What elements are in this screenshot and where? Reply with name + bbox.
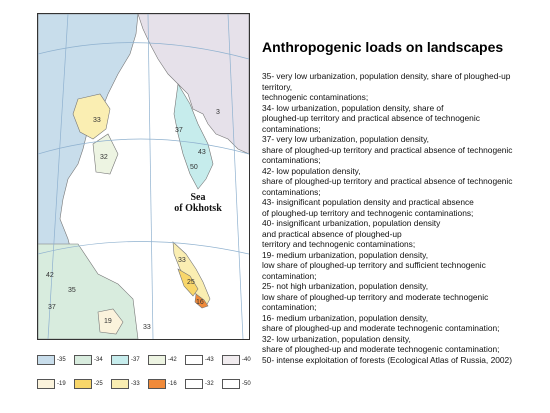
map-panel[interactable]: [37, 13, 250, 340]
map-number: 43: [198, 149, 206, 156]
legend-swatch: [185, 355, 203, 365]
description-line: technogenic contaminations;: [262, 92, 369, 102]
description-line: and practical absence of ploughed-up: [262, 228, 402, 239]
legend-row: [37, 377, 259, 391]
legend-row: [37, 353, 259, 367]
description-line: 16- medium urbanization, population density,: [262, 312, 429, 323]
page-title: Anthropogenic loads on landscapes: [262, 39, 504, 55]
map-number: 25: [187, 279, 195, 286]
legend-swatch: [74, 355, 92, 365]
legend-label: -32: [205, 381, 214, 387]
description-line: 32- low urbanization, population density,: [262, 333, 411, 344]
legend-description: [262, 71, 550, 365]
sea-label-line-1: Sea: [190, 192, 206, 203]
legend-swatch: [74, 379, 92, 389]
legend-swatch: [111, 379, 129, 389]
map-number: 37: [175, 127, 183, 134]
map-number: 32: [100, 154, 108, 161]
description-line: low share of ploughed-up territory and sufficient technogenic: [262, 260, 486, 270]
map-number: 50: [190, 164, 198, 171]
sea-label-line-2: of Okhotsk: [174, 203, 222, 214]
description-line: territory and technogenic contaminations;: [262, 239, 416, 249]
sea-label: [158, 192, 238, 214]
description-line: 19- medium urbanization, population density,: [262, 249, 429, 260]
legend-label: -35: [57, 357, 66, 363]
description-line: 35- very low urbanization, population density, share of ploughed-up: [262, 71, 511, 81]
legend-swatch: [37, 355, 55, 365]
description-line: 42- low population density,: [262, 165, 361, 176]
description-line: 37- very low urbanization, population density,: [262, 134, 429, 144]
legend-swatch: [148, 379, 166, 389]
map-number: 33: [143, 324, 151, 331]
map-number: 37: [48, 304, 56, 311]
legend-label: -37: [131, 357, 140, 363]
legend-label: -16: [168, 381, 177, 387]
legend-label: -43: [205, 357, 214, 363]
legend-swatch: [111, 355, 129, 365]
map-number: 16: [196, 299, 204, 306]
map-number: 33: [178, 257, 186, 264]
map-number: 19: [104, 318, 112, 325]
legend-swatch: [37, 379, 55, 389]
description-line: contamination;: [262, 270, 317, 281]
legend-label: -25: [94, 381, 103, 387]
legend-label: -19: [57, 381, 66, 387]
legend-label: -34: [94, 357, 103, 363]
description-line: share of ploughed-up territory and practical absence of technogenic: [262, 144, 513, 155]
map-number: 35: [68, 287, 76, 294]
description-line: low share of ploughed-up territory and moderate technogenic: [262, 291, 489, 302]
description-line: contaminations;: [262, 155, 321, 165]
description-line: contaminations;: [262, 186, 321, 197]
legend: [37, 353, 259, 403]
map-number: 3: [216, 109, 220, 116]
description-line: share of ploughed-up and moderate technogenic contamination;: [262, 323, 500, 333]
legend-label: -33: [131, 381, 140, 387]
legend-label: -50: [242, 381, 251, 387]
legend-swatch: [222, 355, 240, 365]
description-line: contaminations;: [262, 123, 321, 134]
description-line: contamination;: [262, 302, 317, 312]
description-line: 40- insignificant urbanization, population density: [262, 218, 441, 228]
legend-label: -40: [242, 357, 251, 363]
description-line: 34- low urbanization, population density, share of: [262, 102, 444, 113]
description-line: territory,: [262, 81, 293, 92]
description-line: share of ploughed-up territory and practical absence of technogenic: [262, 176, 513, 186]
legend-swatch: [222, 379, 240, 389]
legend-label: -42: [168, 357, 177, 363]
description-line: ploughed-up territory and practical absence of technogenic: [262, 113, 480, 123]
map-number: 33: [93, 117, 101, 124]
description-line: 50- intense exploitation of forests (Ecological Atlas of Russia, 2002): [262, 354, 512, 365]
legend-swatch: [148, 355, 166, 365]
description-line: 25- not high urbanization, population density,: [262, 281, 429, 291]
description-line: share of ploughed-up and moderate technogenic contamination;: [262, 344, 500, 354]
description-line: 43- insignificant population density and practical absence: [262, 197, 474, 207]
map-number: 42: [46, 272, 54, 279]
description-line: of ploughed-up territory and technogenic contaminations;: [262, 207, 474, 218]
legend-swatch: [185, 379, 203, 389]
